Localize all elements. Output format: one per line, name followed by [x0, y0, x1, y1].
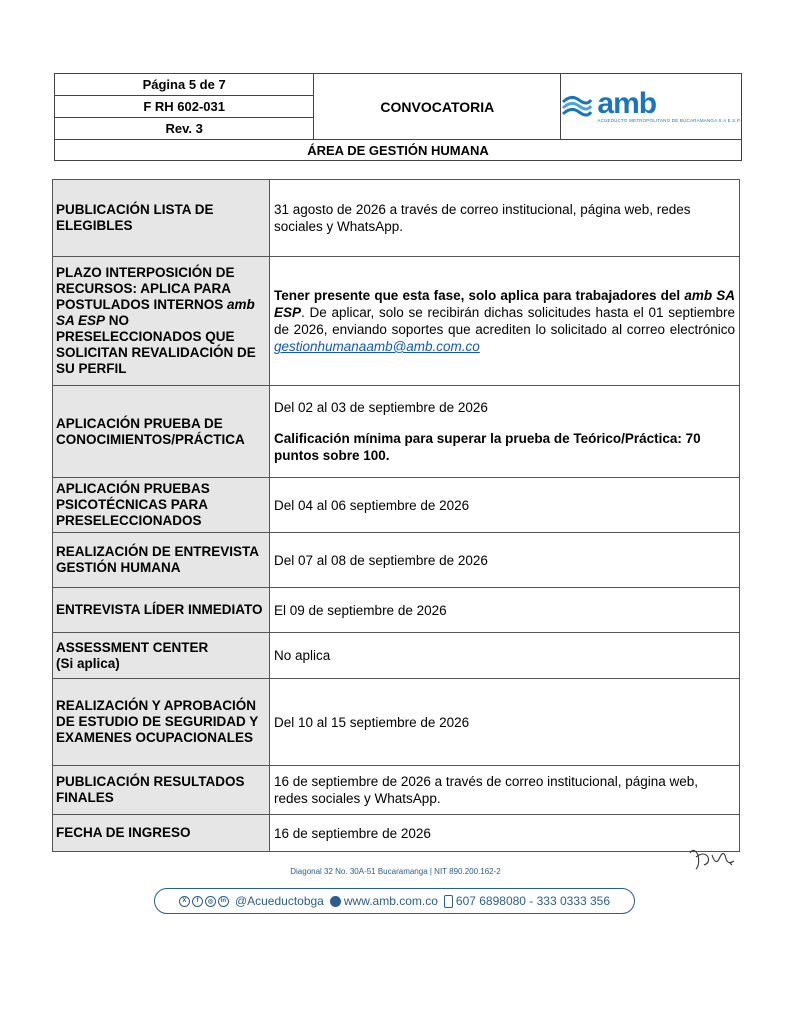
table-row	[53, 386, 740, 478]
value-rest: . De aplicar, solo se recibirán dichas solicitudes hasta el 01 septiembre de 2026, enviando soportes que acrediten lo solicitado al correo electrónico	[274, 305, 735, 337]
schedule-table	[52, 179, 740, 852]
row-label: REALIZACIÓN Y APROBACIÓN DE ESTUDIO DE SEGURIDAD Y EXAMENES OCUPACIONALES	[53, 679, 270, 766]
row-label: FECHA DE INGRESO	[53, 815, 270, 852]
row-value	[270, 386, 740, 478]
table-row	[53, 257, 740, 386]
table-row	[53, 633, 740, 679]
social-handle[interactable]: @Acueductobga	[234, 894, 324, 908]
phone-icon	[444, 895, 453, 908]
row-value	[270, 257, 740, 386]
row-label: ENTREVISTA LÍDER INMEDIATO	[53, 588, 270, 633]
value-text: Del 02 al 03 de septiembre de 2026	[274, 400, 488, 415]
label-italic: amb SA ESP	[56, 297, 255, 328]
table-row	[53, 180, 740, 257]
linkedin-icon[interactable]: in	[218, 896, 229, 907]
footer-address: Diagonal 32 No. 30A-51 Bucaramanga | NIT 890.200.162-2	[290, 867, 501, 876]
row-value: Del 04 al 06 septiembre de 2026	[270, 478, 740, 533]
facebook-icon[interactable]: f	[192, 896, 203, 907]
area-title: ÁREA DE GESTIÓN HUMANA	[55, 140, 742, 161]
value-note: Calificación mínima para superar la prueba de Teórico/Práctica: 70 puntos sobre 100.	[274, 431, 701, 463]
row-label: APLICACIÓN PRUEBAS PSICOTÉCNICAS PARA PRESELECCIONADOS	[53, 478, 270, 533]
phone-numbers: 607 6898080 - 333 0333 356	[455, 894, 611, 908]
table-row	[53, 766, 740, 815]
label-line: ASSESSMENT CENTER	[56, 639, 209, 655]
row-label: PUBLICACIÓN RESULTADOS FINALES	[53, 766, 270, 815]
social-icons	[179, 896, 229, 907]
row-label: APLICACIÓN PRUEBA DE CONOCIMIENTOS/PRÁCTICA	[53, 386, 270, 478]
globe-icon	[330, 896, 341, 907]
table-row	[53, 533, 740, 588]
row-value: Del 10 al 15 septiembre de 2026	[270, 679, 740, 766]
row-label: PUBLICACIÓN LISTA DE ELEGIBLES	[53, 180, 270, 257]
label-line: (Si aplica)	[56, 655, 120, 671]
revision: Rev. 3	[55, 118, 314, 140]
value-bold: Tener presente que esta fase, solo aplica para trabajadores del	[274, 288, 681, 303]
label-part: NO PRESELECCIONADOS QUE SOLICITAN REVALIDACIÓN DE SU PERFIL	[56, 313, 256, 376]
document-title: CONVOCATORIA	[314, 74, 561, 140]
table-row	[53, 588, 740, 633]
value-bold-italic: amb SA ESP	[274, 288, 735, 320]
row-value: 16 de septiembre de 2026 a través de correo institucional, página web, redes sociales y WhatsApp.	[270, 766, 740, 815]
row-value: 16 de septiembre de 2026	[270, 815, 740, 852]
form-code: F RH 602-031	[55, 96, 314, 118]
row-value: El 09 de septiembre de 2026	[270, 588, 740, 633]
row-label	[53, 633, 270, 679]
email-link[interactable]: gestionhumanaamb@amb.com.co	[274, 339, 480, 354]
footer-contact-bar	[154, 888, 635, 914]
instagram-icon[interactable]: ◎	[205, 896, 216, 907]
row-value: 31 agosto de 2026 a través de correo institucional, página web, redes sociales y WhatsApp.	[270, 180, 740, 257]
row-value: Del 07 al 08 de septiembre de 2026	[270, 533, 740, 588]
row-label	[53, 257, 270, 386]
table-row	[53, 815, 740, 852]
logo-subtitle: ACUEDUCTO METROPOLITANO DE BUCARAMANGA S.A E.S.P.	[597, 118, 741, 123]
table-row	[53, 478, 740, 533]
label-part: PLAZO INTERPOSICIÓN DE RECURSOS: APLICA PARA POSTULADOS INTERNOS	[56, 265, 235, 312]
row-label: REALIZACIÓN DE ENTREVISTA GESTIÓN HUMANA	[53, 533, 270, 588]
wave-icon	[561, 92, 593, 122]
table-row	[53, 679, 740, 766]
logo-word: amb	[597, 87, 657, 120]
document-header	[54, 73, 742, 161]
amb-logo	[561, 87, 741, 123]
logo-cell	[561, 74, 742, 140]
page-number: Página 5 de 7	[55, 74, 314, 96]
x-icon[interactable]: X	[179, 896, 190, 907]
website-link[interactable]: www.amb.com.co	[343, 894, 438, 908]
row-value: No aplica	[270, 633, 740, 679]
